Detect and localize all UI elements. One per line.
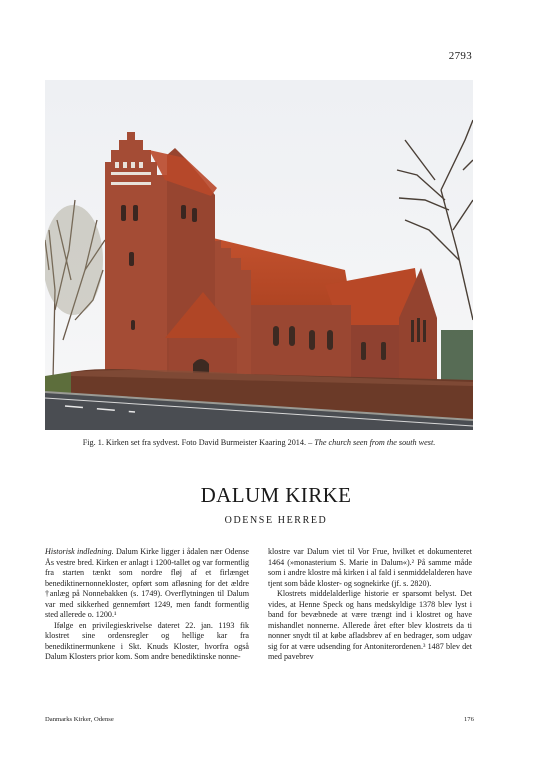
page-title: DALUM KIRKE <box>200 483 352 507</box>
paragraph <box>45 547 249 621</box>
paragraph: Klostrets middelalderlige historie er sparsomt belyst. Det vides, at Henne Speck og hans medskyldige 1378 blev lyst i band for bevæbnede at være trængt ind i klostret og have mishandlet nonnerne. Allerede året efter blev klostrets da ti nonner snydt til at købe afladsbrev af en bedrager, som udgav sig for at være udsending for Antoniterordenen.³ 1487 blev det med pavebrev <box>268 589 472 661</box>
footer-publication: Danmarks Kirker, Odense <box>45 716 114 723</box>
church-photo <box>45 80 473 430</box>
page-subtitle: ODENSE HERRED <box>224 515 328 526</box>
page-number: 2793 <box>448 50 472 62</box>
figure-caption <box>45 437 473 448</box>
paragraph-text: Dalum Kirke ligger i ådalen nær Odense Ås vestre bred. Kirken er anlagt i 1200-tallet og var formentlig fra starten tænkt som nordre fløj af et firlænget benediktinernonnekloster, opført som afløsning for det ældre †anlæg på Nonnebakken (s. 1749). Overflytningen til Dalum var med sikkerhed gennemført 1249, men fandt formentlig sted allerede o. 1200.¹ <box>45 547 249 619</box>
text-column-left <box>45 547 249 663</box>
footer-page-number: 176 <box>464 716 474 723</box>
caption-english: The church seen from the south west. <box>314 438 436 447</box>
paragraph-lead: Historisk indledning. <box>45 547 114 556</box>
text-column-right <box>268 547 472 663</box>
caption-danish: Fig. 1. Kirken set fra sydvest. Foto David Burmeister Kaaring 2014. – <box>82 438 315 447</box>
paragraph: Ifølge en privilegieskrivelse dateret 22. jan. 1193 fik klostret sine ordensregler og hellige kar fra benediktinermunkene i Skt. Knuds Kloster, hvorfra også Dalum Klosters prior kom. Som andre benediktinske nonne- <box>45 620 249 661</box>
paragraph: klostre var Dalum viet til Vor Frue, hvilket et dokumenteret 1464 (»monasterium S. Marie in Dalum«).² På samme måde som i andre klostre må kirken i al fald i senmiddelalderen have tjent som både kloster- og sognekirke (jf. s. 2820). <box>268 547 472 588</box>
